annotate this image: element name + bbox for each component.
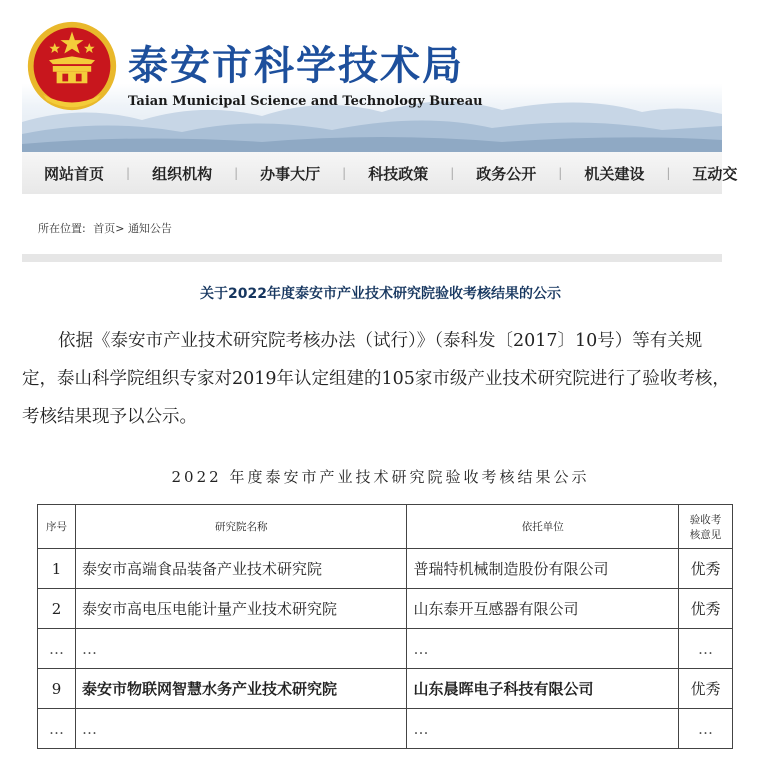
nav-item-party-building[interactable]: 机关建设 <box>584 164 645 183</box>
cell-institute-name: 泰安市高电压电能计量产业技术研究院 <box>75 589 406 629</box>
nav-separator: | <box>234 166 239 180</box>
cell-host-unit: … <box>407 629 679 669</box>
site-title: 泰安市科学技术局 <box>128 43 464 89</box>
cell-index: 1 <box>38 549 76 589</box>
breadcrumb <box>38 220 172 236</box>
header-evaluation: 验收考核意见 <box>679 505 733 549</box>
cell-host-unit: … <box>407 709 679 749</box>
table-row <box>38 669 733 709</box>
site-subtitle: Taian Municipal Science and Technology Bureau <box>128 94 483 109</box>
cell-institute-name: 泰安市物联网智慧水务产业技术研究院 <box>75 669 406 709</box>
nav-item-interaction[interactable]: 互动交 <box>692 164 738 183</box>
article-title: 关于2022年度泰安市产业技术研究院验收考核结果的公示 <box>200 286 561 302</box>
nav-item-tech-policy[interactable]: 科技政策 <box>368 164 429 183</box>
cell-evaluation: … <box>679 629 733 669</box>
table-row <box>38 709 733 749</box>
cell-institute-name: 泰安市高端食品装备产业技术研究院 <box>75 549 406 589</box>
nav-separator: | <box>558 166 563 180</box>
result-table <box>37 504 733 749</box>
header-institute-name: 研究院名称 <box>75 505 406 549</box>
breadcrumb-prefix: 所在位置: <box>38 222 86 235</box>
table-header-row <box>38 505 733 549</box>
content-divider <box>22 254 722 262</box>
nav-item-service-hall[interactable]: 办事大厅 <box>260 164 321 183</box>
header-host-unit: 依托单位 <box>407 505 679 549</box>
nav-separator: | <box>450 166 455 180</box>
cell-institute-name: … <box>75 629 406 669</box>
cell-evaluation: … <box>679 709 733 749</box>
cell-host-unit: 普瑞特机械制造股份有限公司 <box>407 549 679 589</box>
header-index: 序号 <box>38 505 76 549</box>
cell-institute-name: … <box>75 709 406 749</box>
cell-host-unit: 山东晨晖电子科技有限公司 <box>407 669 679 709</box>
cell-evaluation: 优秀 <box>679 589 733 629</box>
nav-item-gov-affairs[interactable]: 政务公开 <box>476 164 537 183</box>
mountain-backdrop <box>22 82 722 152</box>
header-banner <box>22 0 722 152</box>
main-nav <box>22 152 738 194</box>
cell-index: … <box>38 629 76 669</box>
nav-separator: | <box>666 166 671 180</box>
article-body: 依据《泰安市产业技术研究院考核办法（试行）》（泰科发〔2017〕10号）等有关规定，泰山科学院组织专家对2019年认定组建的105家市级产业技术研究院进行了验收考核，考核结果现予以公示。 <box>22 331 730 427</box>
nav-item-home[interactable]: 网站首页 <box>44 164 105 183</box>
cell-index: 2 <box>38 589 76 629</box>
breadcrumb-home-link[interactable]: 首页> <box>93 222 125 235</box>
cell-index: … <box>38 709 76 749</box>
cell-index: 9 <box>38 669 76 709</box>
nav-separator: | <box>342 166 347 180</box>
national-emblem-icon <box>24 18 120 114</box>
nav-item-organization[interactable]: 组织机构 <box>152 164 213 183</box>
cell-evaluation: 优秀 <box>679 669 733 709</box>
table-row <box>38 549 733 589</box>
breadcrumb-current-link[interactable]: 通知公告 <box>127 222 172 235</box>
cell-host-unit: 山东泰开互感器有限公司 <box>407 589 679 629</box>
nav-separator: | <box>126 166 131 180</box>
table-row <box>38 629 733 669</box>
cell-evaluation: 优秀 <box>679 549 733 589</box>
table-row <box>38 589 733 629</box>
table-caption: 2022 年度泰安市产业技术研究院验收考核结果公示 <box>171 468 590 486</box>
